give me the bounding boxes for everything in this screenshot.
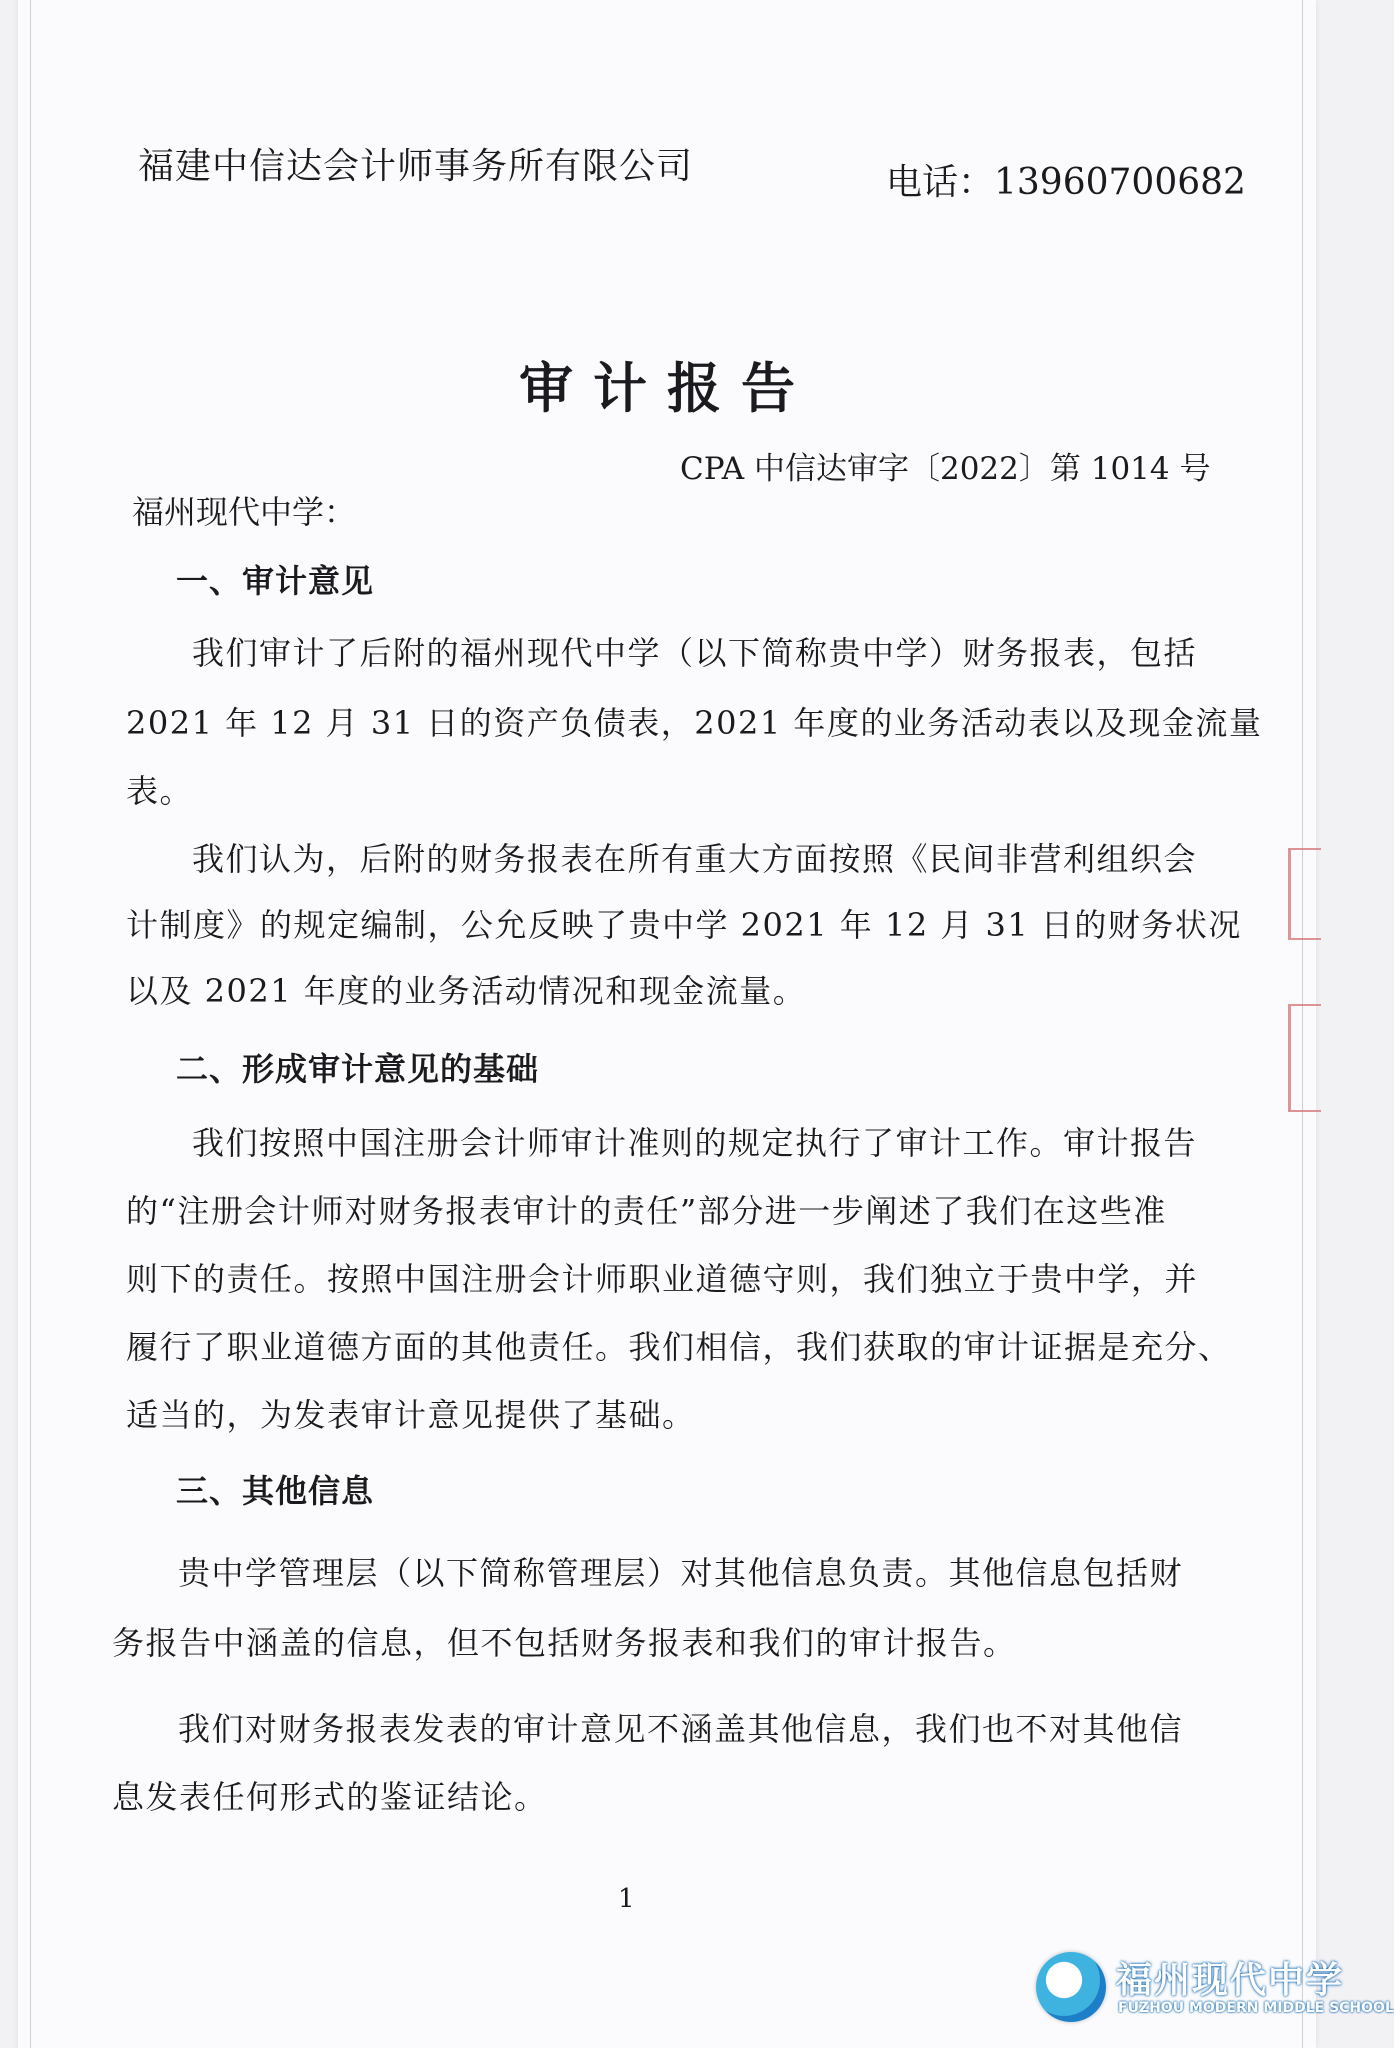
page-edge-left [30,0,31,2048]
paragraph-line: 则下的责任。按照中国注册会计师职业道德守则，我们独立于贵中学，并 [126,1260,1199,1298]
section-heading-basis-for-opinion: 二、形成审计意见的基础 [176,1050,540,1088]
paragraph-line: 表。 [126,772,194,810]
paragraph-line: 贵中学管理层（以下简称管理层）对其他信息负责。其他信息包括财 [178,1554,1184,1592]
section-heading-other-information: 三、其他信息 [176,1472,375,1510]
paragraph-line: 以及 2021 年度的业务活动情况和现金流量。 [126,972,807,1010]
report-reference-number: CPA 中信达审字〔2022〕第 1014 号 [680,451,1211,487]
section-heading-audit-opinion: 一、审计意见 [176,562,375,600]
paragraph-line: 务报告中涵盖的信息，但不包括财务报表和我们的审计报告。 [112,1624,1017,1662]
paragraph-line: 的“注册会计师对财务报表审计的责任”部分进一步阐述了我们在这些准 [126,1192,1167,1230]
paragraph-line: 息发表任何形式的鉴证结论。 [112,1778,548,1816]
logo-english-name: FUZHOU MODERN MIDDLE SCHOOL [1118,2000,1394,2016]
firm-phone: 电话：13960700682 [886,162,1246,203]
paragraph-line: 我们审计了后附的福州现代中学（以下简称贵中学）财务报表，包括 [192,634,1198,672]
school-emblem-icon [1036,1952,1106,2022]
seal-fragment-upper [1288,848,1321,940]
paragraph-line: 我们对财务报表发表的审计意见不涵盖其他信息，我们也不对其他信 [178,1710,1184,1748]
school-logo-watermark [1036,1948,1394,2028]
paragraph-line: 2021 年 12 月 31 日的资产负债表，2021 年度的业务活动表以及现金流量 [126,704,1263,742]
paragraph-line: 我们按照中国注册会计师审计准则的规定执行了审计工作。审计报告 [192,1124,1198,1162]
logo-chinese-name: 福州现代中学 [1116,1960,1345,2001]
page-number: 1 [618,1884,635,1914]
seal-fragment-lower [1288,1004,1321,1112]
paragraph-line: 计制度》的规定编制，公允反映了贵中学 2021 年 12 月 31 日的财务状况 [126,906,1242,944]
report-addressee: 福州现代中学： [132,493,357,531]
paragraph-line: 适当的，为发表审计意见提供了基础。 [126,1396,696,1434]
paragraph-line: 我们认为，后附的财务报表在所有重大方面按照《民间非营利组织会 [192,840,1198,878]
report-title: 审计报告 [519,356,815,420]
document-page [18,0,1316,2048]
firm-name: 福建中信达会计师事务所有限公司 [138,146,694,187]
paragraph-line: 履行了职业道德方面的其他责任。我们相信，我们获取的审计证据是充分、 [126,1328,1232,1366]
